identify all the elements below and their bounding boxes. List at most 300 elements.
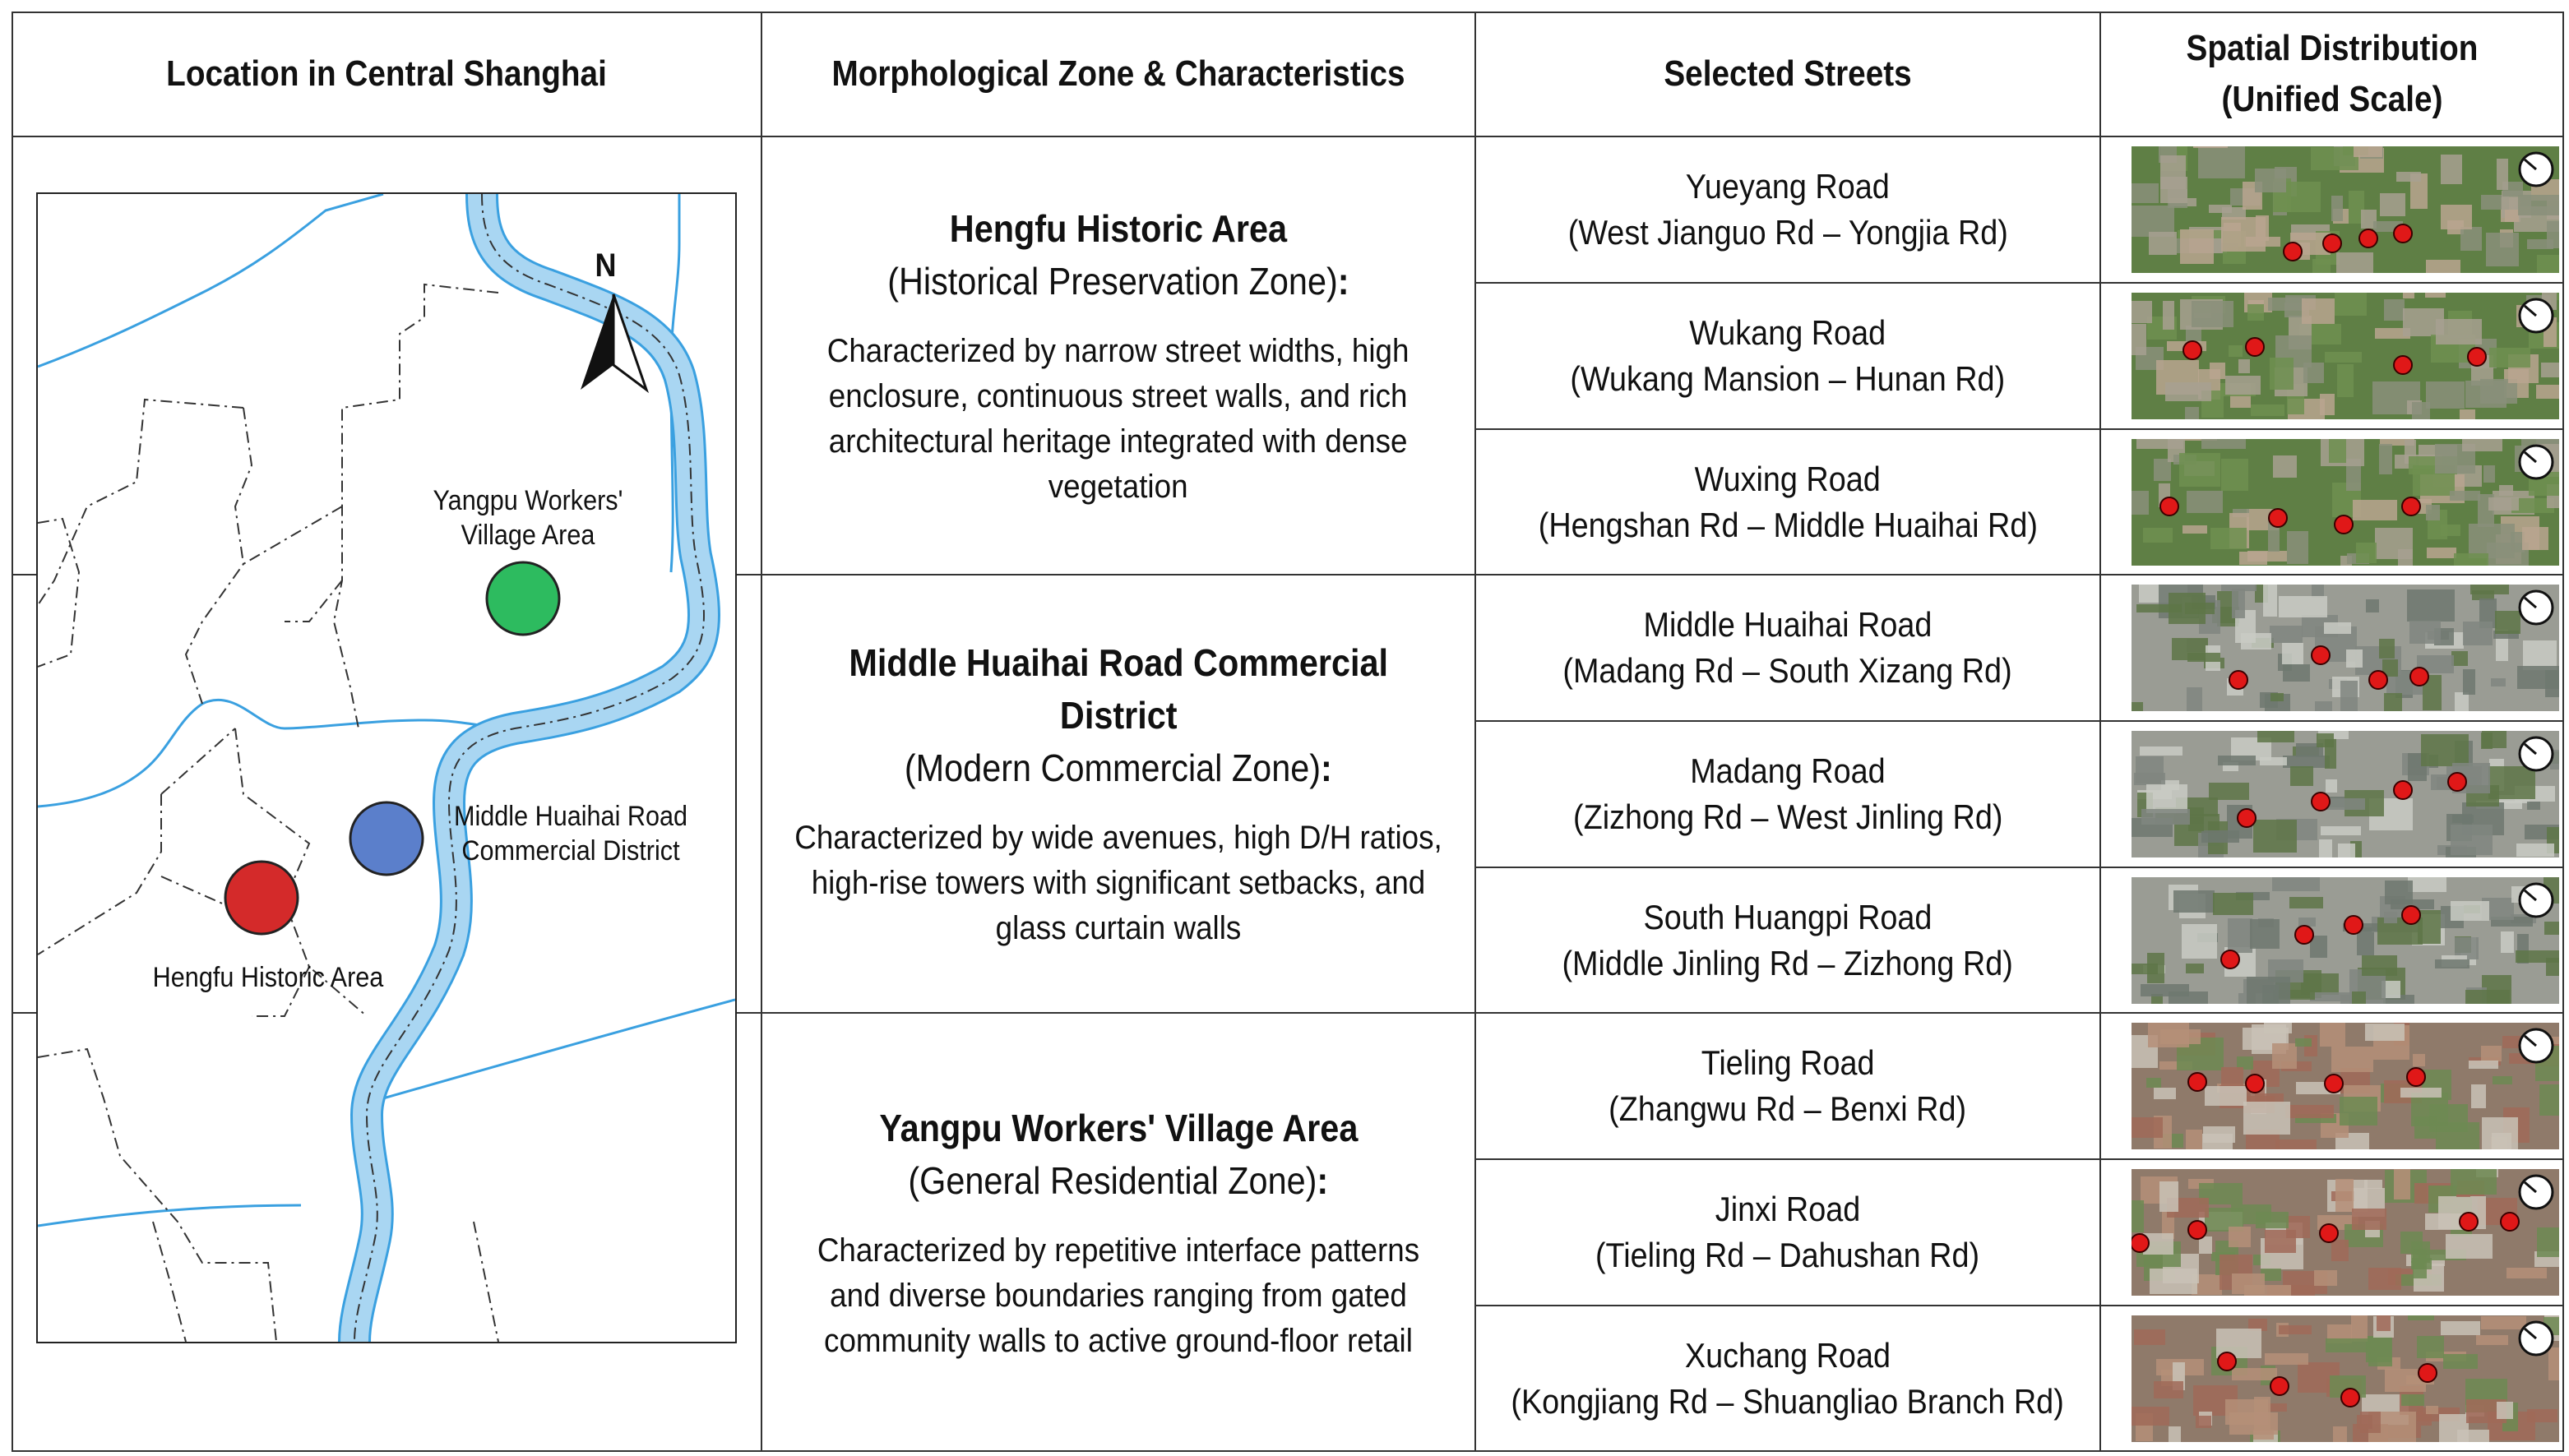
building-block [2243,1102,2290,1135]
building-block [2441,205,2472,229]
building-block [2160,177,2187,203]
building-block [2270,358,2294,390]
building-block [2262,985,2279,1004]
building-block [2365,1024,2405,1041]
building-block [2476,1335,2508,1345]
building-block [2357,1415,2372,1429]
building-block [2218,756,2256,765]
building-block [2340,681,2358,711]
sample-point [2238,809,2256,827]
building-block [2426,1406,2438,1414]
building-block [2537,1227,2559,1257]
building-block [2375,528,2413,559]
building-block [2335,1179,2354,1212]
building-block [2379,639,2395,659]
building-block [2340,1097,2377,1126]
compass-icon [2520,1029,2553,1062]
building-block [2225,1399,2268,1425]
building-block [2210,363,2225,379]
building-block [2149,232,2177,255]
huangpu-river [354,194,704,1342]
sample-point [2419,1364,2437,1382]
building-block [2408,877,2446,892]
building-block [2493,1076,2512,1084]
building-block [2541,363,2559,377]
compass-icon [2520,153,2553,186]
building-block [2353,500,2397,520]
satellite-texture [2132,585,2559,711]
sample-point [2460,1213,2478,1231]
building-block [2225,376,2261,395]
building-block [2384,693,2402,711]
satellite-texture [2132,731,2559,857]
building-block [2241,633,2271,649]
satellite-thumbnail [2132,585,2559,711]
zone-title: Yangpu Workers' Village Area [878,1106,1359,1149]
building-block [2187,687,2202,711]
sample-point [2394,224,2412,243]
building-block [2186,1130,2202,1149]
building-block [2426,381,2465,409]
street-south-huangpi: South Huangpi Road (Middle Jinling Rd – Zizhong Rd) [1562,897,2014,982]
building-block [2351,1315,2368,1342]
building-block [2132,491,2149,515]
building-block [2435,959,2469,968]
zone-title: Hengfu Historic Area [949,206,1288,250]
sample-point [2410,668,2428,686]
building-block [2380,193,2405,216]
building-block [2460,409,2475,419]
zone-title: Middle Huaihai Road Commercial [849,641,1388,684]
header-location: Location in Central Shanghai [166,53,607,94]
building-block [2272,877,2320,891]
building-block [2198,146,2245,178]
building-block [2527,802,2540,810]
building-block [2255,169,2286,192]
building-block [2400,1088,2442,1098]
building-block [2414,1116,2437,1139]
building-block [2516,844,2554,857]
building-block [2455,692,2469,711]
building-block [2522,527,2548,550]
building-block [2134,1329,2165,1345]
building-block [2463,622,2493,645]
building-block [2321,826,2361,835]
compass-icon [2520,884,2553,917]
satellite-thumbnail [2132,439,2559,566]
building-block [2324,622,2351,634]
building-block [2256,1212,2289,1228]
building-block [2221,1067,2243,1089]
building-block [2497,1402,2513,1419]
satellite-texture [2132,146,2559,273]
satellite-texture [2132,877,2559,1004]
satellite-thumbnail [2132,877,2559,1004]
building-block [2169,991,2208,1004]
building-block [2283,756,2330,768]
building-block [2270,693,2284,701]
building-block [2481,1046,2502,1061]
building-block [2421,734,2469,766]
building-block [2409,621,2441,644]
map-drawing [38,194,735,1342]
building-block [2272,1043,2297,1069]
building-block [2132,702,2143,711]
sample-point [2221,950,2239,968]
building-block [2426,260,2460,273]
sample-point [2132,1234,2149,1252]
building-block [2384,299,2405,321]
building-block [2132,1117,2163,1138]
building-block [2132,964,2158,974]
building-block [2471,1084,2486,1108]
building-block [2132,1200,2144,1232]
building-block [2205,1086,2247,1106]
sample-point [2188,1073,2206,1091]
building-block [2469,524,2515,558]
building-block [2264,1023,2292,1033]
building-block [2443,1354,2478,1369]
building-block [2352,991,2366,1004]
building-block [2441,155,2462,184]
building-block [2457,1430,2489,1442]
north-label: N [595,247,617,284]
building-block [2265,1353,2308,1365]
building-block [2407,589,2455,622]
building-block [2366,1336,2391,1362]
building-block [2333,1426,2347,1442]
compass-icon [2520,591,2553,624]
sample-point [2468,348,2486,366]
building-block [2275,1139,2317,1149]
building-block [2154,1088,2176,1099]
building-block [2295,1038,2312,1047]
building-block [2154,459,2171,481]
building-block [2441,1321,2480,1335]
building-block [2213,893,2253,915]
building-block [2253,1430,2274,1440]
building-block [2326,779,2337,793]
building-block [2492,1133,2511,1149]
street-xuchang: Xuchang Road (Kongjiang Rd – Shuangliao Branch Rd) [1511,1336,2065,1421]
zone-subtitle: (General Residential Zone): [908,1158,1329,1202]
district-boundary-river [354,194,704,1342]
building-block [2229,345,2243,357]
building-block [2165,382,2211,401]
building-block [2427,548,2456,558]
compass-icon [2520,446,2553,478]
building-block [2354,146,2382,157]
building-block [2210,528,2247,549]
building-block [2187,491,2223,513]
zone-hengfu [761,136,1475,575]
building-block [2331,1240,2349,1261]
building-block [2368,1268,2401,1290]
satellite-thumbnail [2132,146,2559,273]
building-block [2352,1209,2386,1230]
building-block [2470,585,2509,594]
sample-point [2325,1075,2343,1093]
sample-point [2320,1224,2338,1242]
street-middle-huaihai: Middle Huaihai Road (Madang Rd – South Xizang Rd) [1562,605,2013,690]
building-block [2469,1061,2498,1069]
building-block [2384,912,2397,923]
building-block [2465,381,2507,408]
building-block [2187,653,2220,662]
building-block [2362,955,2397,976]
building-block [2185,603,2215,614]
building-block [2497,159,2508,190]
street-wukang: Wukang Road (Wukang Mansion – Hunan Rd) [1570,313,2006,398]
building-block [2501,931,2514,953]
building-block [2282,643,2303,664]
zone-yangpu [761,1013,1475,1452]
yangpu-map-label: Yangpu Workers' Village Area [433,485,623,551]
building-block [2298,918,2316,927]
sample-point [2407,1068,2425,1086]
building-block [2319,839,2332,857]
building-block [2315,701,2332,711]
building-block [2446,1234,2493,1259]
sample-point [2284,243,2302,261]
sample-point [2394,356,2412,374]
building-block [2377,1315,2391,1331]
zone-description: Characterized by narrow street widths, high enclosure, continuous street walls, and rich architectural heritage integrated with dense vegetation [827,332,1409,505]
sample-point [2369,671,2387,689]
huaihai-area-marker [350,802,423,875]
sample-point [2246,338,2264,356]
building-block [2279,596,2327,617]
sample-point [2183,341,2201,359]
building-block [2320,1023,2345,1047]
shanghai-location-map [36,192,737,1343]
building-block [2481,733,2493,749]
building-block [2451,825,2493,855]
building-block [2132,1407,2169,1426]
building-block [2331,1047,2373,1072]
zone-title-cont: District [1059,694,1178,737]
building-block [2179,453,2220,487]
building-block [2185,407,2199,419]
building-block [2270,626,2303,643]
building-block [2417,1336,2444,1358]
header-distribution: Spatial Distribution (Unified Scale) [2186,28,2479,119]
sample-point [2323,234,2341,252]
building-block [2154,1381,2183,1398]
district-boundaries [38,284,498,1342]
hengfu-area-marker [225,862,298,934]
building-block [2460,227,2482,251]
building-block [2180,229,2214,264]
street-tieling: Tieling Road (Zhangwu Rd – Benxi Rd) [1609,1043,1967,1128]
building-block [2518,195,2559,215]
building-block [2273,455,2297,478]
sample-point [2218,1352,2236,1370]
building-block [2303,363,2324,383]
building-block [2159,1181,2178,1212]
zone-subtitle: (Historical Preservation Zone): [887,259,1349,303]
yangpu-area-marker [487,562,559,635]
sample-point [2312,646,2330,664]
building-block [2253,820,2297,853]
building-block [2201,439,2246,449]
sample-point [2394,781,2412,799]
building-block [2169,1426,2181,1442]
zone-subtitle: (Modern Commercial Zone): [905,746,1332,789]
building-block [2150,1269,2197,1294]
building-block [2221,459,2248,491]
building-block [2396,172,2421,182]
building-block [2260,757,2287,765]
building-block [2413,1054,2425,1066]
compass-icon [2520,737,2553,770]
satellite-texture [2132,1315,2559,1442]
building-block [2426,505,2440,520]
building-block [2247,304,2264,321]
building-block [2527,1409,2557,1422]
sample-point [2312,793,2330,811]
building-block [2403,293,2414,298]
building-block [2489,348,2530,367]
building-block [2209,205,2232,213]
building-block [2289,897,2323,908]
building-block [2290,766,2313,786]
building-block [2516,950,2559,963]
building-block [2312,585,2324,598]
huaihai-map-label: Middle Huaihai Road Commercial District [453,801,688,867]
compass-icon [2520,1322,2553,1355]
sample-point [2335,515,2353,534]
building-block [2544,922,2559,935]
building-block [2335,293,2367,316]
satellite-thumbnail [2132,731,2559,857]
sample-point [2402,906,2420,924]
building-block [2314,1270,2337,1286]
building-block [2285,1105,2334,1118]
building-block [2411,1261,2424,1269]
figure-table [12,12,2564,1452]
building-block [2193,146,2228,148]
sample-point [2448,773,2466,791]
header-zone: Morphological Zone & Characteristics [831,53,1405,94]
zone-huaihai [761,575,1475,1013]
building-block [2356,543,2377,563]
building-block [2329,439,2346,463]
satellite-texture [2132,439,2559,566]
building-block [2203,1126,2235,1143]
building-block [2134,773,2165,785]
satellite-texture [2132,1169,2559,1296]
building-block [2536,385,2559,399]
sample-point [2501,1213,2519,1231]
satellite-texture [2132,293,2559,419]
building-block [2250,919,2280,949]
building-block [2336,252,2373,273]
building-block [2132,324,2146,355]
sample-point [2402,497,2420,515]
building-block [2286,1216,2310,1238]
sample-point [2269,509,2287,527]
street-madang: Madang Road (Zizhong Rd – West Jinling Rd) [1572,751,2003,836]
building-block [2548,1347,2559,1380]
building-block [2379,444,2392,474]
building-block [2483,465,2495,483]
building-block [2201,830,2239,843]
building-block [2182,525,2207,534]
sample-point [2229,671,2247,689]
building-block [2160,1029,2201,1044]
building-block [2527,239,2553,249]
building-block [2239,552,2267,565]
building-block [2505,210,2519,222]
building-block [2244,1285,2291,1296]
street-jinxi: Jinxi Road (Tieling Rd – Dahushan Rd) [1595,1190,1980,1274]
building-block [2143,528,2173,543]
building-block [2229,1227,2251,1247]
zone-description: Characterized by wide avenues, high D/H ratios, high-rise towers with significant setbacks, and glass curtain walls [794,820,1442,946]
building-block [2325,352,2362,363]
building-block [2491,678,2506,686]
header-streets: Selected Streets [1664,53,1912,94]
building-block [2463,669,2475,695]
sample-point [2160,497,2178,515]
sample-point [2295,926,2313,944]
building-block [2331,196,2343,221]
sample-point [2270,1377,2289,1395]
building-block [2507,1268,2547,1278]
building-block [2268,298,2305,311]
satellite-thumbnail [2132,1315,2559,1442]
sample-point [2188,1221,2206,1239]
building-block [2366,599,2379,612]
satellite-thumbnail [2132,1023,2559,1149]
building-block [2394,1169,2410,1199]
building-block [2465,990,2510,1004]
building-block [2481,1316,2526,1329]
building-block [2173,890,2215,913]
building-block [2279,1325,2312,1334]
zone-description: Characterized by repetitive interface patterns and diverse boundaries ranging from gated community walls to active ground-floor retail [817,1232,1420,1359]
building-block [2317,733,2334,747]
building-block [2488,497,2519,511]
building-block [2486,233,2519,266]
building-block [2228,918,2252,953]
building-block [2346,649,2363,668]
building-block [2186,964,2204,973]
building-block [2287,531,2308,564]
compass-icon [2520,1176,2553,1209]
satellite-thumbnail [2132,1169,2559,1296]
building-block [2408,1315,2434,1320]
building-block [2302,298,2335,324]
building-block [2132,301,2152,323]
compass-icon [2520,299,2553,332]
building-block [2326,1338,2368,1352]
hengfu-map-label: Hengfu Historic Area [152,962,384,993]
building-block [2462,439,2502,451]
building-block [2257,731,2294,742]
building-block [2401,1394,2424,1406]
building-block [2188,817,2204,831]
building-block [2338,844,2355,857]
building-block [2517,666,2559,689]
building-block [2451,1169,2497,1195]
building-block [2238,359,2250,373]
satellite-texture [2132,1023,2559,1149]
building-block [2263,585,2277,617]
building-block [2141,809,2190,825]
building-block [2196,1416,2211,1428]
